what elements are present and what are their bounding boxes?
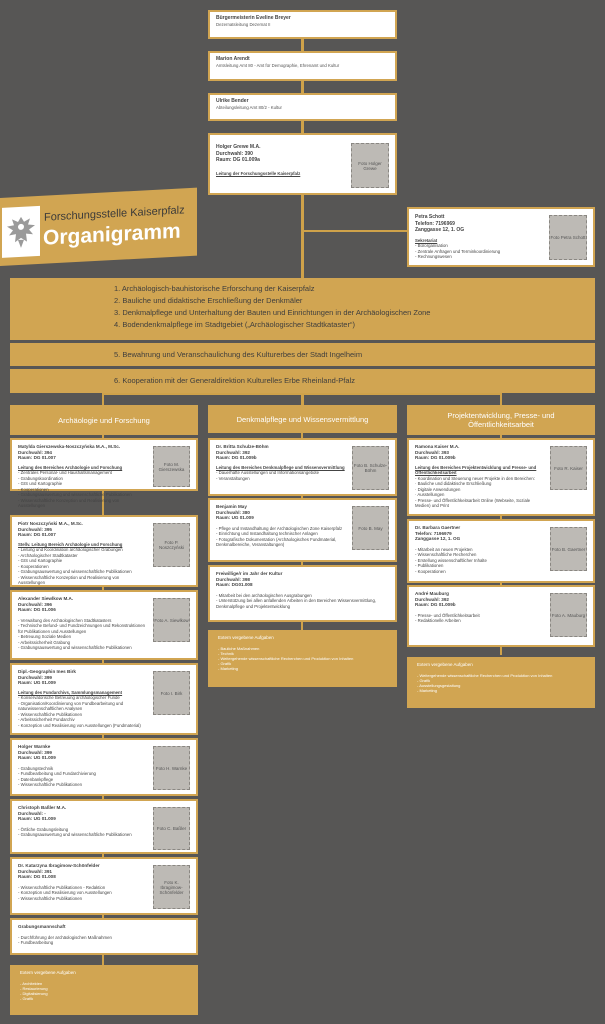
topic-item: 1. Archäologisch-bauhistorische Erforschung der Kaiserpfalz (114, 284, 315, 293)
card-task: - Grabungsauswertung und wissenschaftliche Publikationen (18, 492, 132, 498)
title-line1: Forschungsstelle Kaiserpfalz (44, 204, 185, 224)
external-item: - Technik (218, 651, 234, 656)
chain-box-leitung[interactable] (208, 133, 397, 195)
staff-card[interactable] (208, 565, 397, 622)
card-room: Raum: UG 01.009 (18, 816, 56, 822)
card-link[interactable]: Leitung des Bereiches Archäologie und Forschung (18, 464, 123, 470)
title-banner (0, 188, 197, 266)
card-task: - Durchführung der archäologischen Maßnahmen (18, 934, 112, 940)
title-line2: Organigramm (43, 219, 181, 250)
card-task: - Fotografische Dokumentation (Archäologisches Fundmaterial, Denkmalbereiche, Veranstaltungen) (216, 536, 337, 548)
column-header-archaeologie: Archäologie und Forschung (10, 405, 198, 435)
person-photo: Foto B. Schulze-Böhm (352, 446, 389, 490)
staff-card[interactable] (10, 857, 198, 915)
person-photo: Foto M. Gierszewska (153, 446, 190, 487)
card-task: - Grabungskoordination (18, 475, 63, 481)
card-task: - Einrichtung und Instandhaltung technischer Anlagen (216, 531, 318, 537)
person-photo: Foto I. Birk (153, 671, 190, 715)
external-item: - Restaurierung (20, 986, 48, 991)
secretariat-task: - Rechnungswesen (415, 254, 452, 259)
card-name: Holger Warnke (18, 744, 51, 749)
card-task: - Wissenschaftliche Publikationen (18, 711, 83, 717)
external-item: - Marketing (417, 688, 438, 693)
person-photo: Foto B. Gaertner (550, 527, 587, 571)
card-room: Raum: DG 01.008 (18, 874, 56, 880)
card-room: Raum: DG 01.007 (18, 455, 56, 461)
card-task: - Konzeption und Realisierung von Ausstellungen (Fundmaterial) (18, 722, 141, 728)
staff-card[interactable] (10, 918, 198, 955)
secretariat-task: - Zentrale Anfragen und Terminkoordinierung (415, 248, 501, 254)
external-item: - Digitalisierung (20, 991, 48, 996)
card-durchwahl: Durchwahl: 396 (18, 601, 52, 607)
card-task: - Kooperationen (415, 568, 446, 574)
card-task: - Presse- und Öffentlichkeitsarbeit (415, 612, 480, 618)
card-task: - Kooperationen (18, 563, 49, 569)
card-link[interactable]: Leitung des Bereiches Projektentwicklung und Presse- und Öffentlichkeitsarbeit (415, 464, 537, 476)
card-name: Piotr Noszczyński M.A., M.Sc. (18, 521, 83, 526)
column-header-projektentwicklung: Projektentwicklung, Presse- und Öffentlichkeitsarbeit (407, 405, 595, 435)
staff-card[interactable] (208, 438, 397, 496)
external-item: - Weitergehende wissenschaftliche Recherchen und Produktion von Inhalten (218, 656, 354, 661)
card-durchwahl: Durchwahl: 394 (18, 449, 52, 455)
card-task: - Arbeitssicherheit Grabung (18, 639, 71, 645)
card-room: Raum: UG 01.009 (18, 755, 56, 761)
chain-box-abteilung[interactable] (208, 93, 397, 121)
secretariat-task: - Bürorganisation (415, 243, 448, 248)
staff-card[interactable] (10, 663, 198, 735)
card-task: · Digitale Anwendungen (415, 486, 461, 492)
external-tasks-box (10, 965, 198, 1015)
card-room: Raum: DG01.008 (216, 582, 253, 588)
card-durchwahl: Durchwahl: 398 (216, 576, 250, 582)
chain-role: Abteilungsleitung Amt 80/2 - Kultur (216, 104, 282, 110)
card-task: - Konservatorische Betreuung archäologischer Funde (18, 695, 120, 701)
chain-room: Raum: DG 01.009a (216, 157, 260, 163)
topic-item: 2. Bauliche und didaktische Erschließung der Denkmäler (114, 296, 303, 305)
topic-item: 4. Bodendenkmalpflege im Stadtgebiet („Archäologischer Stadtkataster“) (114, 320, 355, 329)
card-name: Benjamin May (216, 504, 247, 509)
card-room: Raum: DG 01.007 (18, 532, 56, 538)
logo-tile (2, 206, 40, 258)
card-task: - Erstellung wissenschaftlicher Inhalte (415, 557, 487, 563)
card-name: Dr. Britta Schulze-Böhm (216, 444, 269, 449)
card-durchwahl: Durchwahl: 392 (415, 596, 449, 602)
external-title: Extern vergebene Aufgaben (218, 635, 274, 640)
topic-item: 6. Kooperation mit der Generaldirektion Kulturelles Erbe Rheinland-Pfalz (114, 376, 355, 385)
person-photo: Foto B. May (352, 506, 389, 550)
eagle-crest-icon (6, 213, 36, 251)
staff-card[interactable] (10, 738, 198, 796)
card-task: - Örtliche Grabungsleitung (18, 826, 69, 832)
card-task: · Ausstellungen (415, 492, 445, 498)
topic-bar-6 (10, 369, 595, 393)
person-photo: Foto C. Baßler (153, 807, 190, 850)
card-task: - Pflege und Instandhaltung der Archäologischen Zone Kaiserpfalz (216, 525, 343, 531)
external-title: Extern vergebene Aufgaben (417, 662, 473, 667)
card-task: - Mitarbeit an neuen Projekten (415, 546, 473, 552)
card-name: Ramona Kaiser M.A. (415, 444, 460, 449)
card-task: - Wissenschaftliche Publikationen (18, 782, 83, 788)
card-link[interactable]: Stellv. Leitung Bereich Archäologie und Forschung (18, 541, 123, 547)
external-item: - Marketing (218, 666, 239, 671)
staff-card[interactable] (10, 799, 198, 854)
card-task: - Zentrales Personal- und Haushaltsmanagement (18, 470, 112, 476)
card-name: Dr. Barbara Gaertner (415, 525, 461, 530)
card-task: - Grabungsauswertung und wissenschaftliche Publikationen (18, 645, 132, 651)
topic-item: 3. Denkmalpflege und Unterhaltung der Bauten und Einrichtungen in der Archäologischen Zone (114, 308, 431, 317)
staff-card[interactable] (10, 590, 198, 660)
chain-durchwahl: Durchwahl: 390 (216, 150, 253, 157)
card-room: Zanggasse 12, 1. OG (415, 536, 461, 542)
person-photo: Foto A. Siewlkow (153, 598, 190, 642)
card-room: Raum: DG 01.006 (18, 607, 56, 613)
person-photo: Foto K. Ibragimow-Schönfelder (153, 865, 190, 909)
card-task: - Datenbankpflege (18, 776, 54, 782)
external-item: - Architekten (20, 981, 43, 986)
chain-box-mayor[interactable] (208, 10, 397, 39)
secretariat-name: Petra Schott (415, 214, 445, 220)
external-tasks-box (208, 630, 397, 687)
card-name: André Mauburg (415, 591, 449, 596)
card-task: - Konzeption und Realisierung von Ausstellungen (18, 890, 112, 896)
chain-name: Bürgermeisterin Eveline Breyer (216, 15, 291, 21)
card-task: - Technische Befund- und Fundzeichnungen und Rekonstruktionen für Publikationen und Ausstellungen (18, 623, 146, 634)
card-task: - Unterstützung bei allen anfallenden Arbeiten in den Bereichen Wissensvermittlung, Denkmalpflege und Projektentwicklung (216, 598, 377, 609)
external-item: - Weitergehende wissenschaftliche Recherchen und Produktion von Inhalten (417, 673, 553, 678)
person-photo: Foto H. Warnke (153, 746, 190, 790)
secretariat-box[interactable] (407, 207, 595, 267)
card-durchwahl: Durchwahl: 392 (216, 449, 250, 455)
topic-item: 5. Bewahrung und Veranschaulichung des Kulturerbes der Stadt Ingelheim (114, 350, 363, 359)
card-link[interactable]: Leitung des Fundarchivs, Sammlungsmanagement (18, 689, 123, 695)
card-task: - Wissenschaftliche Publikationen (18, 895, 83, 901)
card-task: - Verwaltung des Archäologischen Stadtkatasters (18, 617, 112, 623)
card-task: - Mitarbeit bei den archäologischen Ausgrabungen (216, 592, 312, 598)
external-item: - Bauliche Maßnahmen (218, 646, 260, 651)
card-task: - Presse- und Öffentlichkeitsarbeit Online (Webseite, Soziale Medien) und Print (415, 497, 531, 509)
secretariat-room: Zanggasse 12, 1. OG (415, 227, 465, 233)
card-name: Christoph Baßler M.A. (18, 805, 67, 810)
card-name: Dr. Katarzyna Ibragimow-Schönfelder (18, 863, 100, 868)
external-tasks-box (407, 657, 595, 708)
external-item: - Grafik (218, 661, 232, 666)
chain-role: Amtsleitung Amt 80 - Amt für Demographie, Ehrenamt und Kultur (216, 62, 340, 68)
person-photo: Foto A. Mauburg (550, 593, 587, 637)
card-task: · Bauliche und didaktische Erschließung (415, 481, 492, 487)
card-durchwahl: Durchwahl: 380 (216, 509, 250, 515)
card-task: - Koordination und Steuerung neuer Projekte in den Bereichen: (415, 475, 535, 481)
staff-card[interactable] (407, 585, 595, 647)
chain-role: Dezernatsleitung Dezernat II (216, 21, 271, 27)
card-name: Alexander Siewlkow M.A. (18, 596, 74, 601)
card-task: - Grabungsauswertung und wissenschaftliche Publikationen (18, 832, 132, 838)
card-task: - Organisation/Koordinierung von Fundbearbeitung und naturwissenschaftlichen Analysen (18, 700, 124, 712)
card-task: - Kooperationen (18, 486, 49, 492)
card-task: - GIS und Kartographie (18, 558, 63, 564)
card-task: - Leitung und Koordination archäologischer Grabungen (18, 547, 123, 553)
card-durchwahl: Telefon: 7196979 (415, 530, 452, 536)
card-task: - Wissenschaftliche Konzeption und Realisierung von Ausstellungen (18, 574, 120, 586)
person-photo: Foto Petra Schott (549, 215, 587, 260)
person-photo: Foto R. Kaiser (550, 446, 587, 490)
card-task: - Arbeitssicherheit Fundarchiv (18, 717, 75, 723)
card-name: Freiwillige/r im Jahr der Kultur (216, 571, 283, 576)
chain-name: Holger Grewe M.A. (216, 144, 261, 150)
topic-bar-5 (10, 343, 595, 366)
staff-card[interactable] (10, 438, 198, 509)
card-room: Raum: DG 01.009b (415, 455, 456, 461)
card-task: - Fundbearbeitung und Fundarchivierung (18, 771, 96, 777)
card-room: Raum: DG 01.009b (415, 602, 456, 608)
card-name: Matylda Gierszewska-Noszczyńska M.A., M.Sc. (18, 444, 121, 449)
staff-card[interactable] (208, 498, 397, 562)
external-item: - Grafik (20, 996, 34, 1001)
card-room: Raum: DG 01.009b (216, 455, 257, 461)
staff-card[interactable] (10, 515, 198, 587)
card-link[interactable]: Leitung des Bereiches Denkmalpflege und Wissensvermittlung (216, 464, 345, 470)
card-task: - Grabungstechnik (18, 765, 54, 771)
card-task: - Redaktionelle Arbeiten (415, 618, 461, 624)
card-task: - Fundbearbeitung (18, 940, 54, 946)
chain-box-amt[interactable] (208, 51, 397, 81)
chain-name: Ulrike Bender (216, 98, 249, 104)
column-header-denkmalpflege: Denkmalpflege und Wissensvermittlung (208, 405, 397, 433)
staff-card[interactable] (407, 438, 595, 516)
secretariat-tel: Telefon: 7196969 (415, 220, 455, 227)
chain-link[interactable]: Leitung der Forschungsstelle Kaiserpfalz (216, 170, 301, 176)
person-photo: Foto Holger Grewe (351, 143, 389, 188)
card-task: - Archäologischer Stadtkataster (18, 552, 78, 558)
card-task: - Wissenschaftliche Konzeption und Realisierung von Ausstellungen (18, 497, 120, 509)
card-durchwahl: Durchwahl: 391 (18, 868, 52, 874)
card-durchwahl: Durchwahl: 395 (18, 526, 52, 532)
card-durchwahl: Durchwahl: 399 (18, 674, 52, 680)
card-task: - Dauerhafte Ausstellungen und Informationsangebote (216, 470, 319, 476)
card-task: - Wissenschaftliche Recherchen (415, 552, 477, 558)
card-task: - Wissenschaftliche Publikationen - Redaktion (18, 884, 106, 890)
card-name: Grabungsmannschaft (18, 924, 66, 929)
card-room: Raum: UG 01.009 (216, 515, 254, 521)
card-room: Raum: UG 01.009 (18, 680, 56, 686)
staff-card[interactable] (407, 519, 595, 583)
card-durchwahl: Durchwahl: - (18, 810, 46, 816)
card-name: Dipl.-Geographin Ines Birk (18, 669, 76, 674)
person-photo: Foto P. Noszczyński (153, 523, 190, 567)
card-task: - Veranstaltungen (216, 475, 250, 481)
card-durchwahl: Durchwahl: 393 (415, 449, 449, 455)
card-task: - Publikationen (415, 563, 444, 569)
topics-panel (10, 278, 595, 340)
secretariat-role: Sekretariat (415, 237, 438, 243)
card-task: - GIS und Kartographie (18, 481, 63, 487)
external-title: Extern vergebene Aufgaben (20, 970, 76, 975)
external-item: - Grafik (417, 678, 431, 683)
card-task: - Grabungsauswertung und wissenschaftliche Publikationen (18, 569, 132, 575)
card-task: - Betreuung Soziale Medien (18, 634, 72, 640)
card-durchwahl: Durchwahl: 399 (18, 749, 52, 755)
external-item: - Ausstellungsgestaltung (417, 683, 461, 688)
chain-name: Marion Arendt (216, 56, 250, 62)
